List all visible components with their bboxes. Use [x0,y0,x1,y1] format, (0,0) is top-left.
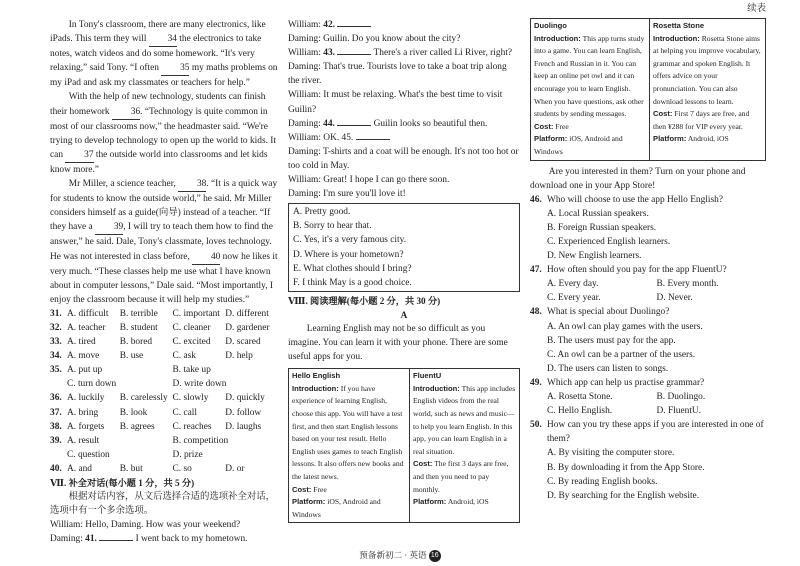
dialogue-option[interactable]: B. Sorry to hear that. [293,221,372,232]
passage-text: the electronics to take notes, watch videos and do some homework. “It's very relaxing,” said Tony. “I often [50,34,262,74]
option[interactable]: C. Hello English. [547,406,613,417]
app-rosetta-stone [649,19,765,160]
passage-text: the outside world into classrooms and let kids know more.” [50,149,268,175]
options-39 [50,434,278,462]
passage-text: Mr Miller, a science teacher, [68,179,179,190]
option[interactable]: D. FluentU. [656,406,702,417]
question-number: 40. [50,463,62,474]
option[interactable]: A. Every day. [547,279,599,290]
option[interactable]: A. bring [67,407,99,418]
option[interactable]: B. look [119,407,148,418]
options-36 [50,391,278,405]
option[interactable]: B. Duolingo. [656,392,706,403]
passage-paragraph-3 [50,177,278,307]
app-duolingo [531,19,649,160]
question-number: 33. [50,337,62,348]
dialogue-line [288,46,520,60]
question-number: 41. [85,534,100,545]
passage-text: , I will try to teach them how to find the answer,” he said. Dale, Tony's classmate, loves technology. He was not interested in class before, [50,222,273,262]
question-number: 32. [50,322,62,333]
dialogue-option[interactable]: D. Where is your hometown? [293,249,404,260]
speaker: William: [288,132,321,143]
reading-outro: Are you interested in them? Turn on your phone and download one in your App Store! [530,166,746,191]
speaker: Daming: [50,534,83,545]
label: Introduction: [292,383,339,393]
speaker: William: [288,175,321,186]
apps-table-left [288,368,520,523]
blank-44[interactable] [337,125,371,126]
dialogue-option[interactable]: F. I think May is a good choice. [293,277,412,288]
option[interactable]: C. By reading English books. [547,476,658,487]
option[interactable]: B. carelessly [119,393,168,404]
speaker: Daming: [288,146,321,157]
passage-paragraph-2 [50,90,278,177]
option[interactable]: A. tired [67,337,96,348]
options-37 [50,406,278,420]
label: Platform: [653,134,687,144]
option[interactable]: D. gardener [225,322,270,333]
question-number: 47. [530,265,542,276]
label: Platform: [413,497,447,507]
blank-38[interactable]: 38 [178,177,206,192]
option[interactable]: B. The users must pay for the app. [547,335,676,346]
option[interactable]: D. help [225,351,253,362]
passage-letter: A [400,309,408,320]
app-intro: This app includes English videos from the real world, such as news and music—to help you learn English. In this app, you can learn English in a real situation. [413,383,516,456]
passage-text: In Tony's classroom, there are many electronics, like iPads. This term they will [50,20,266,45]
question-number: 34. [50,351,62,362]
app-name: Hello English [292,371,341,381]
question-text: Who will choose to use the app Hello English? [547,194,724,205]
option[interactable]: D. write down [172,379,227,390]
reading-intro: Learning English may not be so difficult as you imagine. You can learn it with your phone. There are some useful apps for you. [288,323,508,363]
blank-40[interactable]: 40 [192,250,220,265]
option[interactable]: D. By searching for the English website. [547,490,700,501]
passage-paragraph-1 [50,18,278,90]
question-50 [530,418,766,446]
label: Introduction: [413,383,460,393]
question-46 [530,193,766,207]
option[interactable]: A. difficult [67,308,109,319]
app-intro: If you have experience of learning English, choose this app. You will have a test first, and then start English lessons based on your test result. Hello English uses games to teach English lessons. It also offers new books and the latest news. [292,383,404,481]
app-name: Rosetta Stone [653,21,705,30]
option[interactable]: B. take up [172,365,211,376]
label: Cost: [534,121,554,131]
line-text: It must be relaxing. What's the best time to visit Guilin? [288,90,503,115]
app-fluentu [409,369,519,522]
option[interactable]: A. Local Russian speakers. [547,208,649,219]
option[interactable]: D. The users can listen to songs. [547,363,669,374]
blank-36[interactable]: 36 [112,105,140,120]
line-text: OK. 45. [323,132,356,143]
option[interactable]: A. luckily [67,393,105,404]
option[interactable]: C. reaches [172,421,212,432]
option[interactable]: A. An owl can play games with the users. [547,321,703,332]
column-right [530,18,766,503]
passage-text: my maths problems on my iPad and ask my classmates or teachers for help.” [50,63,278,89]
options-38 [50,420,278,434]
blank-45[interactable] [356,139,390,140]
blank-43[interactable] [337,54,371,55]
label: Cost: [292,484,312,494]
continued-label: 续表 [747,4,766,14]
app-cost: Free [553,121,569,131]
option[interactable]: A. By visiting the computer store. [547,448,675,459]
dialogue-line [288,131,520,145]
option[interactable]: B. agrees [119,421,155,432]
blank-35[interactable]: 35 [161,61,189,76]
passage-text: . “It is a quick way for students to know the outside world,” he said. Mr Miller considers himself as a guide(向导) instead of a teacher. “If they have a [50,179,278,233]
app-platform: iOS, Android and Windows [534,134,623,156]
option[interactable]: A. forgets [67,421,105,432]
dialogue-option[interactable]: E. What clothes should I bring? [293,263,412,274]
option[interactable]: D. prize [172,449,203,460]
question-text: What is special about Duolingo? [547,307,670,318]
option[interactable]: A. move [67,351,100,362]
option[interactable]: D. Never. [656,293,693,304]
option[interactable]: C. cleaner [172,322,211,333]
blank-37[interactable]: 37 [65,148,93,163]
option[interactable]: A. teacher [67,322,106,333]
options-34 [50,349,278,363]
label: Introduction: [534,33,581,43]
option[interactable]: C. important [172,308,220,319]
option[interactable]: C. Every year. [547,293,601,304]
speaker: William: [288,90,321,101]
dialogue-line [50,532,278,546]
question-number: 31. [50,308,62,319]
option[interactable]: C. ask [172,351,196,362]
label: Cost: [653,109,673,119]
speaker: William: [288,20,321,30]
question-49 [530,376,766,390]
app-platform: Android, iOS [686,134,729,144]
line-text: I went back to my hometown. [133,534,248,545]
app-cost: Free [311,484,327,494]
options-50 [530,446,766,502]
option[interactable]: B. use [119,351,144,362]
line-text: Great! I hope I can go there soon. [323,175,450,186]
question-number: 42. [323,20,336,30]
line-text: I'm sure you'll love it! [323,189,406,200]
options-35 [50,363,278,391]
apps-table-right [530,18,766,161]
passage-text: With the help of new technology, students can finish their homework [50,92,266,117]
options-40 [50,462,278,476]
option[interactable]: D. quickly [225,393,265,404]
question-text: Which app can help us practise grammar? [547,377,705,388]
option[interactable]: A. put up [67,365,103,376]
line-text: There's a river called Li River, right? [371,48,513,59]
question-number: 39. [50,435,62,446]
app-name: Duolingo [534,21,567,30]
page-number: 16 [429,550,441,562]
section-7-instructions: 根据对话内容，从文后选择合适的选项补全对话，选项中有一个多余选项。 [50,492,276,517]
dialogue-line [288,173,520,187]
question-number: 49. [530,377,542,388]
blank-42[interactable] [337,26,371,27]
option[interactable]: C. call [172,407,197,418]
options-31 [50,307,278,321]
question-number: 46. [530,194,542,205]
option[interactable]: B. Every month. [656,279,719,290]
option[interactable]: D. New English learners. [547,251,642,262]
dialogue-line [288,60,520,88]
line-text: Guilin. Do you know about the city? [323,34,461,45]
options-32 [50,321,278,335]
app-cost: First 7 days are free, and then ¥288 for VIP every year. [653,109,750,131]
app-hello-english [289,369,409,522]
question-text: How can you try these apps if you are interested in one of them? [547,420,764,445]
option[interactable]: D. different [225,308,269,319]
blank-34[interactable]: 34 [149,32,177,47]
options-33 [50,335,278,349]
page-footer [0,548,800,562]
dialogue-line [288,88,520,116]
dialogue-line [50,518,278,532]
column-left [50,18,278,546]
label: Cost: [413,459,433,469]
option[interactable]: D. laughs [225,421,262,432]
option[interactable]: C. turn down [67,379,117,390]
option[interactable]: A. and [67,463,92,474]
passage-text: now he likes it very much. “These classes help me use what I have known about in computer lessons,” Dale said. “Most importantly, I enjoy the classroom because it will help my studies.” [50,251,278,305]
app-intro: This app turns study into a game. You can learn English, French and Russian in it. You can keep an online pet owl and it can encourage you to learn English. When you have questions, ask other students by sending messages. [534,33,645,119]
question-48 [530,305,766,319]
label: Platform: [292,497,326,507]
options-47 [530,277,766,305]
options-49 [530,390,766,418]
question-number: 44. [323,118,335,129]
option[interactable]: C. question [67,449,110,460]
dialogue-option[interactable]: C. Yes, it's a very famous city. [293,235,407,246]
dialogue-line [288,187,520,201]
option[interactable]: B. By downloading it from the App Store. [547,462,705,473]
speaker: Daming: [288,62,321,73]
option[interactable]: B. Foreign Russian speakers. [547,222,657,233]
section-7-title: Ⅶ. 补全对话(每小题 1 分，共 5 分) [50,478,195,488]
app-platform: Android, iOS [446,497,489,507]
app-name: FluentU [413,371,442,381]
dialogue-line [288,32,520,46]
option[interactable]: B. terrible [119,308,158,319]
line-text: That's true. Tourists love to take a boat trip along the river. [288,62,507,87]
blank-41[interactable] [99,540,133,541]
app-cost: The first 3 days are free, and then you need to pay monthly. [413,459,509,494]
footer-text: 预备新初二 · 英语 [359,549,427,560]
speaker: Daming: [288,34,321,45]
question-number: 38. [50,421,62,432]
option[interactable]: C. excited [172,337,211,348]
passage-text: . “Technology is quite common in most of our classrooms now,” the headmaster said. “We're trying to develop technology to open up the world to kids. It can [50,106,277,160]
label: Platform: [534,134,568,144]
dialogue-options-box [288,203,520,292]
speaker: William: [50,520,83,531]
option[interactable]: B. student [119,322,158,333]
section-8-title: Ⅷ. 阅读理解(每小题 2 分，共 30 分) [288,295,441,306]
speaker: Daming: [288,118,321,129]
dialogue [288,18,520,201]
option[interactable]: C. Experienced English learners. [547,237,671,247]
question-text: How often should you pay for the app FluentU? [547,265,727,276]
blank-39[interactable]: 39 [95,220,123,235]
line-text: Hello, Daming. How was your weekend? [85,520,241,531]
question-number: 43. [323,48,336,59]
option[interactable]: B. but [119,463,143,474]
question-number: 37. [50,407,62,418]
line-text: Guilin looks so beautiful then. [371,118,488,129]
line-text: T-shirts and a coat will be enough. It's not too hot or too cold in May. [288,146,519,171]
app-intro: Rosetta Stone aims at helping you improve vocabulary, grammar and spoken English. It offers advice on your pronunciation. You can also download lessons to learn. [653,33,761,106]
app-platform: iOS, Android and Windows [292,497,381,519]
question-47 [530,263,766,277]
option[interactable]: C. so [172,463,192,474]
speaker: William: [288,48,321,59]
option[interactable]: C. An owl can be a partner of the users. [547,349,696,360]
dialogue-line [288,117,520,131]
option[interactable]: A. result [67,435,100,446]
dialogue-option[interactable]: A. Pretty good. [293,207,351,218]
options-48 [530,320,766,376]
speaker: Daming: [288,189,321,200]
question-number: 48. [530,307,542,318]
question-number: 36. [50,393,62,404]
option[interactable]: D. scared [225,337,261,348]
option[interactable]: D. follow [225,407,262,418]
option[interactable]: A. Rosetta Stone. [547,392,613,403]
option[interactable]: B. bored [119,337,153,348]
dialogue-line [288,18,520,32]
dialogue-line [288,145,520,173]
column-middle [288,18,520,527]
option[interactable]: D. or [225,463,245,474]
label: Introduction: [653,33,700,43]
question-number: 50. [530,420,542,431]
option[interactable]: C. slowly [172,393,209,404]
options-46 [530,207,766,263]
option[interactable]: B. competition [172,435,229,446]
question-number: 35. [50,365,62,376]
